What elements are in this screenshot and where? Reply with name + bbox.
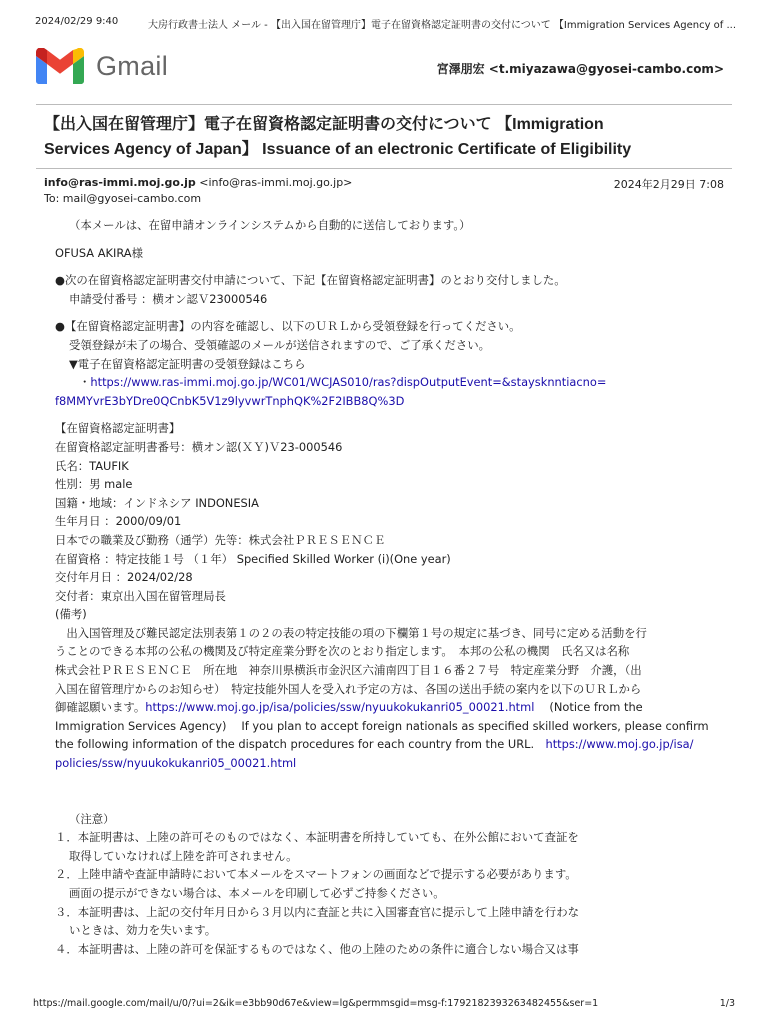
sender-address: <info@ras-immi.moj.go.jp> — [199, 176, 353, 189]
account-label: 宮澤朋宏 <t.miyazawa@gyosei-cambo.com> — [436, 62, 724, 76]
email-body — [55, 216, 715, 958]
remarks-line — [55, 698, 715, 717]
bullet: ・ — [79, 375, 91, 390]
remarks-line: Immigration Services Agency) If you plan to accept foreign nationals as specified skilled workers, please confirm — [55, 718, 709, 733]
remarks-line: うことのできる本邦の公私の機関及び特定産業分野を次のとおり指定します。 本邦の公私の機関 氏名又は名称 — [55, 644, 630, 659]
email-subject — [44, 112, 724, 162]
remarks-line: 出入国管理及び難民認定法別表第１の２の表の特定技能の項の下欄第１号の規定に基づき、同号に定める活動を行 — [55, 625, 647, 640]
print-header-title: 大房行政書士法人 メール - 【出入国在留管理庁】電子在留資格認定証明書の交付について 【Immigration Services Agency of ... — [148, 20, 737, 31]
email-date: 2024年2月29日 7:08 — [613, 178, 724, 191]
remarks-line: 株式会社ＰＲＥＳＥＮＣＥ 所在地 神奈川県横浜市金沢区六浦南四丁目１６番２７号 特定産業分野 介護，（出 — [55, 663, 642, 678]
employer: 日本での職業及び勤務（通学）先等：株式会社ＰＲＥＳＥＮＣＥ — [55, 532, 386, 547]
body-line: ▼電子在留資格認定証明書の受領登録はこちら — [69, 356, 306, 371]
certificate-heading: 【在留資格認定証明書】 — [55, 421, 181, 436]
divider — [36, 104, 732, 105]
certificate-number: 在留資格認定証明書番号：横オン認(ＸＹ)Ｖ23-000546 — [55, 439, 343, 454]
note-item: ２．上陸申請や査証申請時において本メールをスマートフォンの画面などで提示する必要があります。 — [55, 867, 577, 882]
note-item: ３．本証明書は、上記の交付年月日から３月以内に査証と共に入国審査官に提示して上陸申請を行わな — [55, 904, 579, 919]
remarks-text: the following information of the dispatch procedures for each country from the URL. — [55, 737, 546, 752]
remarks-text: (Notice from the — [534, 700, 643, 715]
application-number: 申請受付番号 ：横オン認Ｖ23000546 — [69, 291, 268, 306]
issuer: 交付者：東京出入国在留管理局長 — [55, 588, 226, 603]
moj-ssw-link-2[interactable]: https://www.moj.go.jp/isa/ — [545, 737, 694, 752]
body-line: （本メールは、在留申請オンラインシステムから自動的に送信しております。） — [69, 218, 471, 232]
gmail-logo — [36, 48, 168, 84]
receipt-link-line — [55, 373, 715, 392]
recipient: To: mail@gyosei-cambo.com — [44, 192, 202, 205]
sender-name: info@ras-immi.moj.go.jp — [44, 176, 196, 189]
remarks-line: 入国在留管理庁からのお知らせ） 特定技能外国人を受入れ予定の方は、各国の送出手続の案内を以下のＵＲＬから — [55, 681, 642, 696]
addressee: OFUSA AKIRA様 — [55, 245, 143, 260]
issue-date: 交付年月日 ：2024/02/28 — [55, 570, 193, 585]
receipt-link-line — [55, 392, 715, 411]
receipt-registration-link[interactable]: https://www.ras-immi.moj.go.jp/WC01/WCJAS010/ras?dispOutputEvent=&staysknntiacno= — [90, 375, 607, 390]
moj-ssw-link[interactable]: https://www.moj.go.jp/isa/policies/ssw/nyuukokukanri05_00021.html — [145, 700, 535, 715]
body-line: ●次の在留資格認定証明書交付申請について、下記【在留資格認定証明書】のとおり交付しました。 — [55, 273, 566, 288]
print-header-datetime: 2024/02/29 9:40 — [35, 16, 119, 27]
print-footer-page: 1/3 — [719, 998, 735, 1009]
remarks-line — [55, 735, 715, 754]
receipt-registration-link-cont[interactable]: f8MMYvrE3bYDre0QCnbK5V1z9lyvwrTnphQK%2F2IBB8Q%3D — [55, 393, 405, 408]
print-footer-url: https://mail.google.com/mail/u/0/?ui=2&ik=e3bb90d67e&view=lg&permmsgid=msg-f:1792182393263482455&ser=1 — [33, 998, 599, 1009]
note-item: ４．本証明書は、上陸の許可を保証するものではなく、他の上陸のための条件に適合しない場合又は事 — [55, 941, 579, 956]
holder-nationality: 国籍・地域：インドネシア INDONESIA — [55, 495, 259, 510]
note-item-cont: 取得していなければ上陸を許可されません。 — [69, 848, 298, 863]
body-line: 受領登録が未了の場合、受領確認のメールが送信されますので、ご了承ください。 — [69, 337, 490, 352]
remarks-text: 御確認願います。 — [55, 700, 146, 715]
gmail-m-icon — [36, 48, 84, 84]
divider — [36, 168, 732, 169]
remarks-line — [55, 754, 715, 773]
note-item-cont: 画面の提示ができない場合は、本メールを印刷して必ずご持参ください。 — [69, 886, 445, 900]
remarks-heading: (備考) — [55, 607, 87, 622]
gmail-wordmark: Gmail — [96, 50, 169, 81]
holder-sex: 性別：男 male — [55, 477, 133, 492]
moj-ssw-link-2-cont[interactable]: policies/ssw/nyuukokukanri05_00021.html — [55, 756, 297, 771]
notes-heading: （注意） — [69, 811, 115, 826]
note-item-cont: いときは、効力を失います。 — [69, 923, 217, 938]
subject-line-2: Services Agency of Japan】 Issuance of an electronic Certificate of Eligibility — [44, 141, 632, 158]
sender — [44, 176, 352, 189]
body-line: ●【在留資格認定証明書】の内容を確認し、以下のＵＲＬから受領登録を行ってください。 — [55, 319, 521, 334]
note-item: １．本証明書は、上陸の許可そのものではなく、本証明書を所持していても、在外公館において査証を — [55, 830, 579, 845]
holder-name: 氏名：TAUFIK — [55, 458, 129, 473]
holder-birthdate: 生年月日 ：2000/09/01 — [55, 514, 182, 529]
subject-line-1: 【出入国在留管理庁】電子在留資格認定証明書の交付について 【Immigration — [44, 116, 604, 133]
status-of-residence: 在留資格 ：特定技能１号 （１年） Specified Skilled Worker (i)(One year) — [55, 551, 451, 566]
